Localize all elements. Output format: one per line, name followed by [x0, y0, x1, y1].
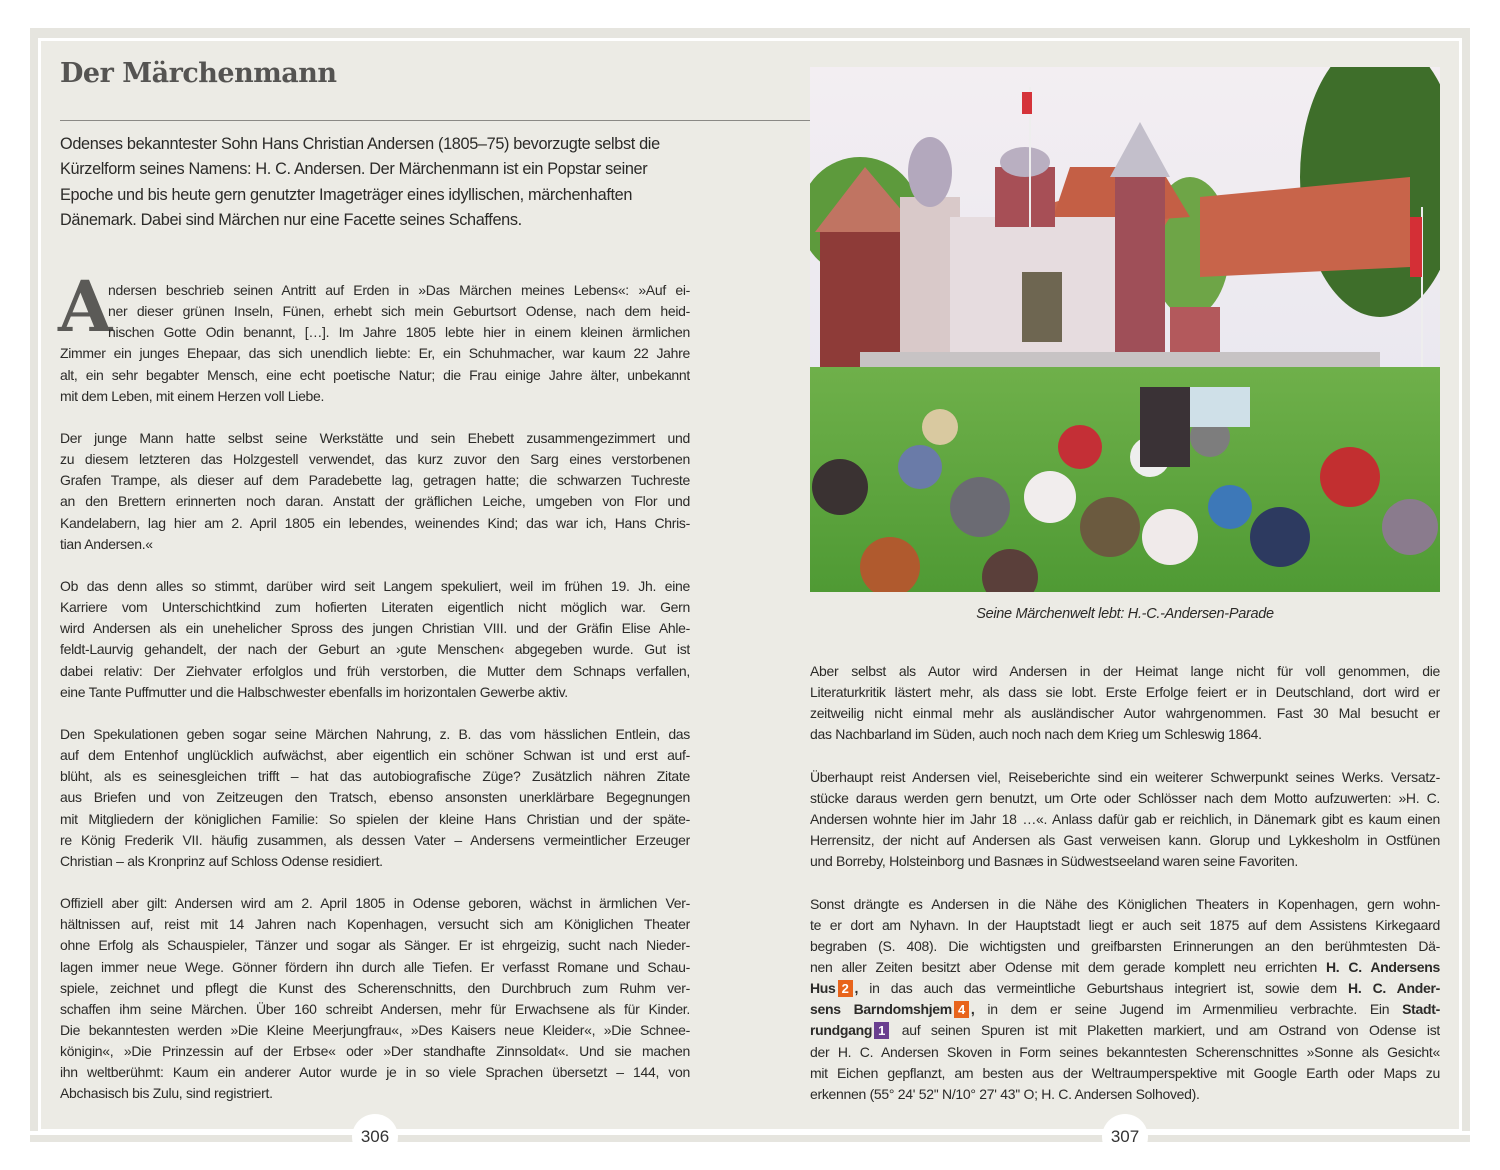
paragraph-gap — [810, 746, 1440, 767]
text-line: hältnissen auf, reist mit 14 Jahren nach Kopenhagen, versucht sich am Königlichen Theater — [60, 916, 690, 933]
text-line: Offiziell aber gilt: Andersen wird am 2. April 1805 in Odense geboren, wächst in ärmlichen Ver- — [60, 895, 690, 912]
text-line: zeitweilig nicht einmal mehr als ausländischer Autor wahrgenommen. Fast 30 Mal besucht er — [810, 705, 1440, 722]
text-line: blüht, als es seinesgleichen trifft – hat das autobiografische Züge? Zusätzlich nähren Zitate — [60, 768, 690, 785]
lead-line: Odenses bekanntester Sohn Hans Christian Andersen (1805–75) bevorzugte selbst die — [60, 135, 660, 153]
text-line: der H. C. Andersen Skoven in Form seines bekanntesten Scherenschnittes »Sonne als Gesicht« — [810, 1043, 1440, 1060]
text-line: Andersen wohnte hier im Jahr 18 …«. Anlass dafür gab er reichlich, in Dänemark gibt es kaum einen — [810, 810, 1440, 827]
text-line: Abchasisch bis Zulu, sind registriert. — [60, 1085, 273, 1102]
text-line: Die bekanntesten werden »Die Kleine Meerjungfrau«, »Des Kaisers neue Kleider«, »Die Schnee- — [60, 1021, 690, 1038]
paragraph-gap — [60, 872, 690, 893]
text-line: schaffen ihm seine Märchen. Über 160 schreibt Andersen, mehr für Erwachsene als für Kinder. — [60, 1000, 690, 1017]
text-line: Zimmer ein junges Ehepaar, das sich unendlich liebte: Er, ein Schuhmacher, war kaum 22 Jahre — [60, 345, 690, 362]
bold-place-name: , — [970, 1001, 975, 1018]
text-line: ohne Erfolg als Schauspieler, Tänzer und sogar als Sänger. Er ist ehrgeizig, sucht nach Nieder- — [60, 937, 690, 954]
text-line: erkennen (55° 24' 52'' N/10° 27' 43'' O; H. C. Andersen Solhoved). — [810, 1085, 1200, 1102]
text-line: Sonst drängte es Andersen in die Nähe des Königlichen Theaters in Kopenhagen, gern wohn- — [810, 895, 1440, 912]
text-line: an den Brettern erinnerten noch daran. Anstatt der gräflichen Leiche, umgeben von Flor und — [60, 493, 690, 510]
page-title: Der Märchenmann — [60, 58, 337, 89]
paragraph-gap — [60, 407, 690, 428]
text-line — [810, 999, 1440, 1020]
text-line: Aber selbst als Autor wird Andersen in der Heimat lange nicht für voll genommen, die — [810, 663, 1440, 679]
text-line: mit Eichen gepflanzt, am besten aus der Weltraumperspektive mit Google Earth oder Maps zu — [810, 1064, 1440, 1081]
text-line: alt, ein sehr begabter Mensch, eine echt poetische Natur; die Frau einige Jahre älter, unbekannt — [60, 366, 690, 383]
bold-place-name: Stadt- — [1402, 1001, 1440, 1018]
paragraph-gap — [60, 703, 690, 724]
text-line — [810, 1020, 1440, 1041]
text-line: feldt-Laurvig gehandelt, der nach der Geburt an ›gute Menschen‹ abgegeben wurde. Gut ist — [60, 641, 690, 658]
text-line: mit dem Leben, mit einem Herzen voll Liebe. — [60, 387, 325, 404]
text-line: königin«, »Die Prinzessin auf der Erbse« oder »Der standhafte Zinnsoldat«. Und sie machen — [60, 1043, 690, 1060]
text-line: mit Mitgliedern der königlichen Familie: So spielen der kleine Hans Christian und der späte- — [60, 810, 690, 827]
map-marker-badge: 1 — [874, 1022, 889, 1039]
text-line: Kandelabern, lag hier am 2. April 1805 ein lebendes, weinendes Kind; das war ich, Hans Chris- — [60, 514, 690, 531]
text-line: wird Andersen als ein unehelicher Spross des jungen Christian VIII. und der Gräfin Elise Ahle- — [60, 620, 690, 637]
text-line: Christian – als Kronprinz auf Schloss Odense residiert. — [60, 852, 383, 869]
text-run: in dem er seine Jugend im Armenmilieu verbrachte. Ein — [974, 1001, 1403, 1018]
lead-paragraph — [60, 132, 700, 233]
paragraph-gap — [810, 872, 1440, 893]
photo-caption: Seine Märchenwelt lebt: H.-C.-Andersen-Parade — [976, 606, 1274, 622]
text-line: dabei relativ: Der Ziehvater erfolglos und früh verstorben, die Mutter dem Schnaps verfallen, — [60, 662, 690, 679]
bold-place-name: sens Barndomshjem — [810, 1001, 952, 1018]
page-number-left — [352, 1114, 398, 1160]
page-number-text: 306 — [360, 1127, 390, 1146]
text-line: ihn weltberühmt: Kaum ein anderer Autor wurde je in so viele Sprachen übersetzt – 144, von — [60, 1064, 690, 1081]
map-marker-badge: 4 — [954, 1001, 969, 1018]
text-line: und Borreby, Holsteinborg und Basnæs in Südwestseeland waren seine Favoriten. — [810, 853, 1298, 870]
text-line: auf dem Entenhof unglücklich aufwächst, aber eigentlich ein schöner Schwan ist und erst auf- — [60, 747, 690, 764]
text-line: Der junge Mann hatte selbst seine Werkstätte und sein Ehebett zusammengezimmert und — [60, 429, 690, 446]
right-column-body — [810, 661, 1440, 1105]
text-run: nen aller Zeiten besitzt aber Odense mit dem gerade komplett neu errichten — [810, 958, 1326, 975]
bold-place-name: H. C. Andersens — [1325, 958, 1440, 975]
lead-line: Dänemark. Dabei sind Märchen nur eine Facette seines Schaffens. — [60, 210, 522, 229]
text-line: Literaturkritik lästert mehr, als dass sie lobt. Erste Erfolge feiert er in Deutschland, dort wird er — [810, 684, 1440, 701]
bold-place-name: Hus — [810, 980, 836, 997]
text-line: Grafen Trampe, als dieser auf dem Paradebette lag, getragen hatte; die schwarzen Tuchreste — [60, 472, 690, 489]
text-line: Überhaupt reist Andersen viel, Reiseberichte sind ein weiterer Schwerpunkt seines Werks. Versatz- — [810, 768, 1440, 785]
page-number-right — [1102, 1114, 1148, 1160]
paragraph-gap — [60, 555, 690, 576]
text-line: Ob das denn alles so stimmt, darüber wird seit Langem spekuliert, weil im frühen 19. Jh. eine — [60, 577, 690, 594]
text-line: Karriere vom Unterschichtkind zum hofierten Literaten eigentlich nicht möglich war. Gern — [60, 599, 690, 616]
text-line: stücke daraus werden gern benutzt, um Orte oder Schlösser nach dem Motto aufzuwerten: »H. C. — [810, 789, 1440, 806]
text-line: spiele, zeichnet und pflegt die Kunst des Scherenschnitts, den Durchbruch zum Ruhm ver- — [60, 979, 690, 996]
text-run: in das auch das vermeintliche Geburtshaus integriert ist, sowie dem — [858, 980, 1349, 997]
bold-place-name: , — [854, 980, 859, 997]
parade-photo — [810, 67, 1440, 592]
text-line: das Nachbarland im Süden, auch noch nach dem Krieg um Schleswig 1864. — [810, 726, 1262, 743]
bold-place-name: H. C. Ander- — [1348, 980, 1440, 997]
drop-cap: A — [58, 265, 113, 348]
left-column-body — [60, 280, 690, 1104]
text-line: te er dort am Nyhavn. In der Hauptstadt liegt er auch seit 1875 auf dem Assistens Kirkegaard — [810, 916, 1440, 933]
text-line — [810, 978, 1440, 999]
map-marker-badge: 2 — [838, 980, 853, 997]
text-line: tian Andersen.« — [60, 535, 153, 552]
text-line: eine Tante Puffmutter und die Halbschwester ebenfalls im horizontalen Gewerbe aktiv. — [60, 683, 568, 700]
text-run: auf seinen Spuren ist mit Plaketten markiert, und am Ostrand von Odense ist — [891, 1022, 1440, 1039]
title-rule — [60, 120, 810, 121]
bottom-rule — [30, 1131, 1470, 1135]
text-line: Herrensitz, der nicht auf Andersen als Gast verweisen kann. Glorup und Lykkesholm in Ostfünen — [810, 832, 1440, 849]
text-line: nischen Gotte Odin benannt, […]. Im Jahre 1805 lebte hier in einem kleinen ärmlichen — [108, 324, 690, 341]
text-line: aus Briefen und von Zeitzeugen den Tratsch, ebenso ansonsten unerklärbare Begegnungen — [60, 789, 690, 806]
text-line — [810, 957, 1440, 978]
text-line: Den Spekulationen geben sogar seine Märchen Nahrung, z. B. das vom hässlichen Entlein, das — [60, 725, 690, 742]
text-line: begraben (S. 408). Die wichtigsten und greifbarsten Erinnerungen an den berühmtesten Dä- — [810, 937, 1440, 954]
photo-illustration — [810, 67, 1440, 592]
text-line: ndersen beschrieb seinen Antritt auf Erden in »Das Märchen meines Lebens«: »Auf ei- — [108, 282, 690, 298]
bold-place-name: rundgang — [810, 1022, 873, 1039]
lead-line: Epoche und bis heute gern genutzter Imageträger eines idyllischen, märchenhaften — [60, 185, 633, 204]
text-line: re König Frederik VII. häufig zusammen, als dessen Vater – Andersens vermeintlicher Erzeuger — [60, 831, 690, 848]
page-number-text: 307 — [1110, 1127, 1140, 1146]
text-line: lagen immer neue Wege. Gönner fördern ihn durch alle Tiefen. Er verfasst Romane und Schau- — [60, 958, 690, 975]
lead-line: Kürzelform seines Namens: H. C. Andersen. Der Märchenmann ist ein Popstar seiner — [60, 160, 648, 179]
text-line: ner dieser grünen Inseln, Fünen, erhebt sich mein Geburtsort Odense, nach dem heid- — [108, 303, 690, 320]
text-line: zu diesem letzteren das Holzgestell verwendet, das kurz zuvor den Sarg eines verstorbenen — [60, 451, 690, 468]
